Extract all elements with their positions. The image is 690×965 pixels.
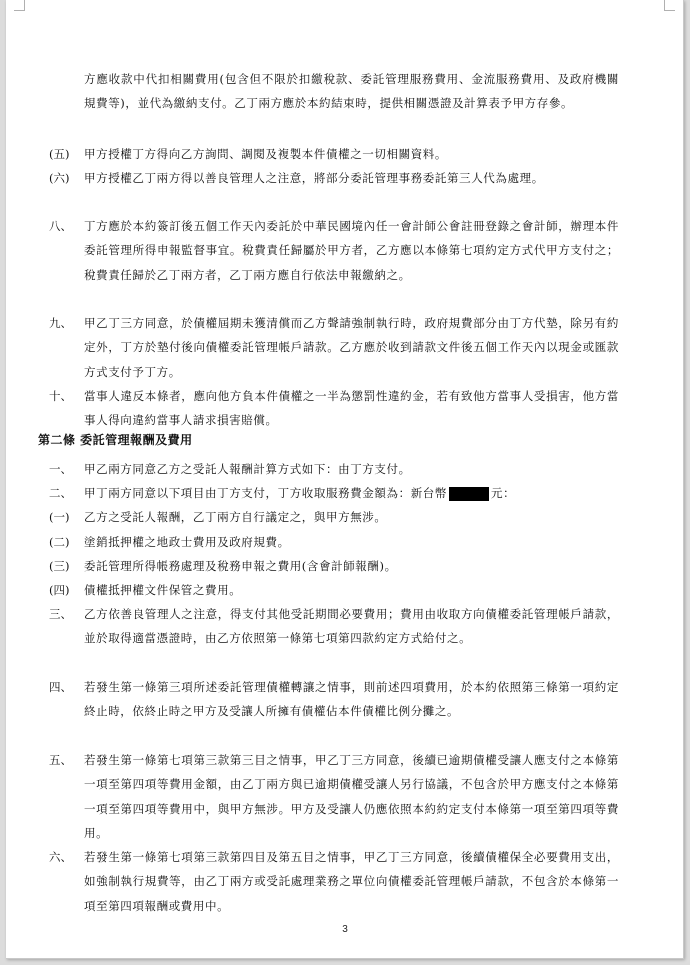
redacted-amount — [449, 487, 489, 501]
clause-text: 甲丁兩方同意以下項目由丁方支付，丁方收取服務費金額為：新台幣 元： — [84, 486, 516, 500]
page-corner-mark — [14, 0, 25, 11]
clause-label: 十、 — [49, 389, 72, 403]
clause-text: 甲乙兩方同意乙方之受託人報酬計算方式如下：由丁方支付。 — [84, 462, 411, 476]
subitem-3 — [49, 554, 619, 578]
clause-5-authorization-query — [49, 142, 619, 166]
clause-text: 甲方授權丁方得向乙方詢問、調閱及複製本件債權之一切相關資料。 — [84, 147, 447, 161]
clause-text: 丁方應於本約簽訂後五個工作天內委託於中華民國境內任一會計師公會註冊登錄之會計師，辦理本件委託管理所得申報監督事宜。稅費責任歸屬於甲方者，乙方應以本條第七項約定方式代甲方支付之；稅費責任歸於乙丁兩方者，乙丁兩方應自行依法申報繳納之。 — [84, 219, 619, 282]
clause-label: (二) — [49, 535, 70, 549]
clause-label: 二、 — [49, 486, 72, 500]
item-3-necessary-expenses — [49, 602, 619, 651]
clause-text: 委託管理所得帳務處理及稅務申報之費用(含會計師報酬)。 — [84, 559, 397, 573]
clause-8-accountant — [49, 214, 619, 287]
clause-10-penalty — [49, 384, 619, 433]
item-1-trustee-fee — [49, 457, 619, 481]
clause-text: 甲方授權乙丁兩方得以善良管理人之注意，將部分委託管理事務委託第三人代為處理。 — [84, 171, 544, 185]
clause-text: 當事人違反本條者，應向他方負本件債權之一半為懲罰性違約金，若有致他方當事人受損害，他方當事人得向違約當事人請求損害賠償。 — [84, 389, 619, 428]
item-2-service-fee — [49, 481, 619, 505]
clause-text: 債權抵押權文件保管之費用。 — [84, 583, 242, 597]
clause-text: 若發生第一條第七項第三款第三目之情事，甲乙丁三方同意，後續已逾期債權受讓人應支付之本條第一項至第四項等費用金額，由乙丁兩方與已逾期債權受讓人另行協議，不包含於甲方應支付之本條第一項至第四項等費用中，與甲方無涉。甲方及受讓人仍應依照本約約定支付本條第一項至第四項等費用。 — [84, 753, 619, 840]
page-corner-mark — [664, 0, 675, 11]
item-5-overdue-transferee — [49, 748, 619, 845]
clause-text: 乙方依善良管理人之注意，得支付其他受託期間必要費用；費用由收取方向債權委託管理帳戶請款，並於取得適當憑證時，由乙方依照第一條第七項第四款約定方式給付之。 — [84, 607, 619, 646]
item-6-preservation-costs — [49, 845, 619, 918]
clause-label: 四、 — [49, 680, 72, 694]
clause-text: 甲乙丁三方同意，於債權屆期未獲清償而乙方聲請強制執行時，政府規費部分由丁方代墊，除另有約定外，丁方於墊付後向債權委託管理帳戶請款。乙方應於收到請款文件後五個工作天內以現金或匯款方式支付予丁方。 — [84, 316, 619, 379]
clause-text: 塗銷抵押權之地政士費用及政府規費。 — [84, 535, 290, 549]
clause-text: 若發生第一條第三項所述委託管理債權轉讓之情事，則前述四項費用，於本約依照第三條第一項約定終止時，依終止時之甲方及受讓人所擁有債權佔本件債權比例分攤之。 — [84, 680, 619, 719]
section-2-title: 第二條 委託管理報酬及費用 — [38, 433, 193, 447]
clause-text: 若發生第一條第七項第三款第四目及第五目之情事，甲乙丁三方同意，後續債權保全必要費用支出，如強制執行規費等，由乙丁兩方或受託處理業務之單位向債權委託管理帳戶請款，不包含於本條第一項至第四項報酬或費用中。 — [84, 850, 619, 913]
subitem-2 — [49, 530, 619, 554]
clause-label: 五、 — [49, 753, 72, 767]
clause-label: (一) — [49, 510, 70, 524]
clause-label: (三) — [49, 559, 70, 573]
subitem-4 — [49, 578, 619, 602]
item-4-transfer-allocation — [49, 675, 619, 724]
clause-9-enforcement-fees — [49, 311, 619, 384]
subitem-1 — [49, 505, 619, 529]
page-number: 3 — [342, 924, 348, 935]
clause-label: 六、 — [49, 850, 72, 864]
clause-label: 三、 — [49, 607, 72, 621]
paragraph-continuation: 方應收款中代扣相關費用(包含但不限於扣繳稅款、委託管理服務費用、金流服務費用、及政府機關規費等)，並代為繳納支付。乙丁兩方應於本約結束時，提供相關憑證及計算表予甲方存參。 — [84, 72, 619, 111]
clause-label: 九、 — [49, 316, 72, 330]
clause-label: (六) — [49, 171, 70, 185]
clause-text: 乙方之受託人報酬，乙丁兩方自行議定之，與甲方無涉。 — [84, 510, 387, 524]
clause-6-authorization-delegation — [49, 166, 619, 190]
clause-label: 八、 — [49, 219, 72, 233]
clause-label: (四) — [49, 583, 70, 597]
clause-label: (五) — [49, 147, 70, 161]
clause-label: 一、 — [49, 462, 72, 476]
